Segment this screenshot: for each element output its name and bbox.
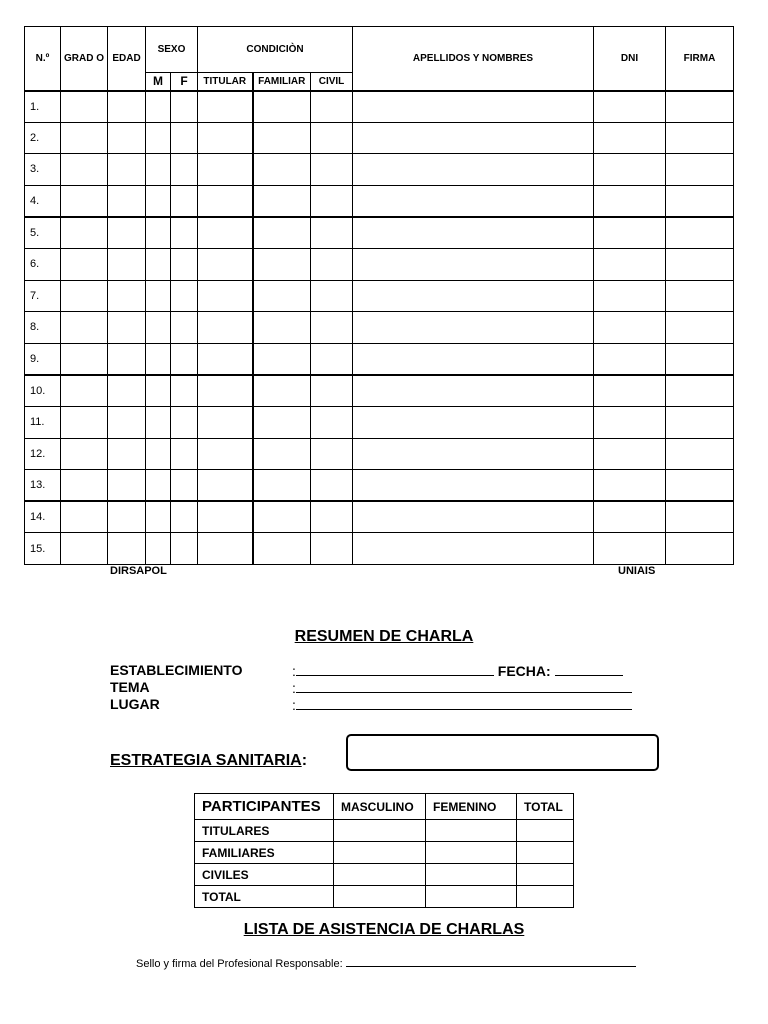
header-sexo-m: M <box>146 73 171 91</box>
participants-cell[interactable] <box>426 842 517 864</box>
cell-firma[interactable] <box>666 470 734 502</box>
cell-sexo-m[interactable] <box>146 438 171 470</box>
table-row <box>25 217 734 249</box>
cell-apellidos[interactable] <box>353 470 594 502</box>
cell-num: 4. <box>25 185 61 217</box>
header-civil: CIVIL <box>311 73 353 91</box>
cell-apellidos[interactable] <box>353 91 594 123</box>
table-row <box>25 248 734 280</box>
cell-edad[interactable] <box>108 438 146 470</box>
cell-civil[interactable] <box>311 248 353 280</box>
footer-uniais: UNIAIS <box>618 565 656 577</box>
cell-grado[interactable] <box>61 154 108 186</box>
participants-header-masculino: MASCULINO <box>334 794 426 820</box>
signature-label: Sello y firma del Profesional Responsable: <box>136 958 343 970</box>
cell-titular[interactable] <box>198 217 253 249</box>
cell-civil[interactable] <box>311 185 353 217</box>
cell-grado[interactable] <box>61 91 108 123</box>
cell-edad[interactable] <box>108 470 146 502</box>
cell-apellidos[interactable] <box>353 501 594 533</box>
attendance-table <box>24 26 734 565</box>
cell-firma[interactable] <box>666 280 734 312</box>
cell-sexo-m[interactable] <box>146 185 171 217</box>
table-row <box>25 501 734 533</box>
cell-familiar[interactable] <box>253 217 311 249</box>
establecimiento-label: ESTABLECIMIENTO <box>110 662 243 678</box>
cell-dni[interactable] <box>594 280 666 312</box>
cell-firma[interactable] <box>666 185 734 217</box>
cell-sexo-m[interactable] <box>146 122 171 154</box>
cell-edad[interactable] <box>108 91 146 123</box>
cell-grado[interactable] <box>61 533 108 565</box>
header-sexo-f: F <box>171 73 198 91</box>
table-row <box>25 185 734 217</box>
cell-sexo-f[interactable] <box>171 154 198 186</box>
cell-sexo-m[interactable] <box>146 375 171 407</box>
participants-row <box>195 886 574 908</box>
signature-line[interactable] <box>136 956 636 970</box>
participants-cell[interactable] <box>334 820 426 842</box>
cell-sexo-f[interactable] <box>171 312 198 344</box>
cell-apellidos[interactable] <box>353 185 594 217</box>
cell-civil[interactable] <box>311 91 353 123</box>
participants-row <box>195 864 574 886</box>
cell-civil[interactable] <box>311 217 353 249</box>
participants-row <box>195 820 574 842</box>
cell-dni[interactable] <box>594 438 666 470</box>
tema-line[interactable] <box>292 679 632 697</box>
cell-titular[interactable] <box>198 533 253 565</box>
cell-dni[interactable] <box>594 154 666 186</box>
cell-civil[interactable] <box>311 375 353 407</box>
cell-apellidos[interactable] <box>353 438 594 470</box>
participants-table <box>194 793 574 908</box>
table-row <box>25 375 734 407</box>
participants-row <box>195 842 574 864</box>
cell-firma[interactable] <box>666 312 734 344</box>
cell-titular[interactable] <box>198 122 253 154</box>
fecha-field[interactable] <box>555 662 623 676</box>
participants-row-label: TITULARES <box>195 820 334 842</box>
cell-num: 11. <box>25 406 61 438</box>
participants-header-row <box>195 794 574 820</box>
cell-edad[interactable] <box>108 280 146 312</box>
participants-header-femenino: FEMENINO <box>426 794 517 820</box>
cell-apellidos[interactable] <box>353 248 594 280</box>
cell-familiar[interactable] <box>253 122 311 154</box>
cell-edad[interactable] <box>108 154 146 186</box>
cell-firma[interactable] <box>666 501 734 533</box>
header-apellidos: APELLIDOS Y NOMBRES <box>353 27 594 91</box>
cell-dni[interactable] <box>594 248 666 280</box>
cell-apellidos[interactable] <box>353 375 594 407</box>
cell-edad[interactable] <box>108 375 146 407</box>
cell-firma[interactable] <box>666 343 734 375</box>
cell-sexo-m[interactable] <box>146 154 171 186</box>
cell-edad[interactable] <box>108 217 146 249</box>
participants-cell[interactable] <box>334 864 426 886</box>
cell-apellidos[interactable] <box>353 406 594 438</box>
cell-familiar[interactable] <box>253 343 311 375</box>
cell-firma[interactable] <box>666 91 734 123</box>
cell-num: 14. <box>25 501 61 533</box>
tema-colon: : <box>292 680 296 696</box>
table-row <box>25 312 734 344</box>
table-row <box>25 533 734 565</box>
cell-num: 8. <box>25 312 61 344</box>
cell-civil[interactable] <box>311 501 353 533</box>
header-titular: TITULAR <box>198 73 253 91</box>
cell-familiar[interactable] <box>253 406 311 438</box>
cell-grado[interactable] <box>61 438 108 470</box>
cell-titular[interactable] <box>198 343 253 375</box>
cell-grado[interactable] <box>61 501 108 533</box>
cell-edad[interactable] <box>108 185 146 217</box>
estrategia-box[interactable] <box>346 734 659 771</box>
cell-sexo-f[interactable] <box>171 438 198 470</box>
cell-num: 9. <box>25 343 61 375</box>
cell-familiar[interactable] <box>253 185 311 217</box>
cell-apellidos[interactable] <box>353 122 594 154</box>
participants-cell[interactable] <box>426 820 517 842</box>
tema-field[interactable] <box>296 679 632 693</box>
participants-cell[interactable] <box>334 842 426 864</box>
table-row <box>25 122 734 154</box>
cell-grado[interactable] <box>61 248 108 280</box>
cell-edad[interactable] <box>108 248 146 280</box>
cell-firma[interactable] <box>666 154 734 186</box>
cell-sexo-f[interactable] <box>171 533 198 565</box>
participants-cell[interactable] <box>426 864 517 886</box>
cell-firma[interactable] <box>666 438 734 470</box>
cell-titular[interactable] <box>198 406 253 438</box>
header-grado: GRAD O <box>61 27 108 91</box>
cell-edad[interactable] <box>108 122 146 154</box>
cell-civil[interactable] <box>311 533 353 565</box>
cell-sexo-m[interactable] <box>146 248 171 280</box>
cell-grado[interactable] <box>61 312 108 344</box>
cell-familiar[interactable] <box>253 154 311 186</box>
cell-apellidos[interactable] <box>353 217 594 249</box>
cell-dni[interactable] <box>594 312 666 344</box>
cell-sexo-m[interactable] <box>146 343 171 375</box>
cell-firma[interactable] <box>666 248 734 280</box>
cell-grado[interactable] <box>61 470 108 502</box>
cell-civil[interactable] <box>311 312 353 344</box>
cell-titular[interactable] <box>198 91 253 123</box>
cell-sexo-f[interactable] <box>171 343 198 375</box>
cell-apellidos[interactable] <box>353 154 594 186</box>
cell-titular[interactable] <box>198 312 253 344</box>
cell-grado[interactable] <box>61 280 108 312</box>
header-firma: FIRMA <box>666 27 734 91</box>
cell-familiar[interactable] <box>253 375 311 407</box>
cell-grado[interactable] <box>61 343 108 375</box>
table-row <box>25 280 734 312</box>
cell-sexo-m[interactable] <box>146 470 171 502</box>
participants-cell[interactable] <box>517 820 574 842</box>
cell-num: 10. <box>25 375 61 407</box>
cell-titular[interactable] <box>198 375 253 407</box>
cell-sexo-m[interactable] <box>146 406 171 438</box>
cell-num: 15. <box>25 533 61 565</box>
cell-sexo-m[interactable] <box>146 312 171 344</box>
cell-dni[interactable] <box>594 533 666 565</box>
cell-familiar[interactable] <box>253 501 311 533</box>
cell-familiar[interactable] <box>253 470 311 502</box>
cell-num: 7. <box>25 280 61 312</box>
cell-familiar[interactable] <box>253 312 311 344</box>
cell-familiar[interactable] <box>253 533 311 565</box>
participants-header-participantes: PARTICIPANTES <box>195 794 334 820</box>
estrategia-colon: : <box>301 752 308 769</box>
participants-cell[interactable] <box>517 864 574 886</box>
cell-civil[interactable] <box>311 470 353 502</box>
lugar-label: LUGAR <box>110 696 160 712</box>
cell-num: 5. <box>25 217 61 249</box>
cell-edad[interactable] <box>108 406 146 438</box>
cell-num: 3. <box>25 154 61 186</box>
cell-sexo-m[interactable] <box>146 280 171 312</box>
cell-grado[interactable] <box>61 406 108 438</box>
cell-titular[interactable] <box>198 185 253 217</box>
cell-civil[interactable] <box>311 154 353 186</box>
participants-cell[interactable] <box>426 886 517 908</box>
cell-num: 13. <box>25 470 61 502</box>
cell-familiar[interactable] <box>253 91 311 123</box>
cell-dni[interactable] <box>594 375 666 407</box>
cell-familiar[interactable] <box>253 248 311 280</box>
estrategia-label-wrap <box>110 752 307 770</box>
table-row <box>25 91 734 123</box>
participants-cell[interactable] <box>334 886 426 908</box>
cell-sexo-m[interactable] <box>146 501 171 533</box>
cell-titular[interactable] <box>198 501 253 533</box>
table-row <box>25 154 734 186</box>
cell-sexo-m[interactable] <box>146 217 171 249</box>
cell-titular[interactable] <box>198 438 253 470</box>
cell-firma[interactable] <box>666 375 734 407</box>
table-row <box>25 470 734 502</box>
cell-sexo-f[interactable] <box>171 470 198 502</box>
cell-familiar[interactable] <box>253 438 311 470</box>
establecimiento-colon: : <box>292 663 296 679</box>
cell-apellidos[interactable] <box>353 280 594 312</box>
lugar-field[interactable] <box>296 696 632 710</box>
cell-num: 1. <box>25 91 61 123</box>
cell-sexo-f[interactable] <box>171 91 198 123</box>
cell-grado[interactable] <box>61 122 108 154</box>
resumen-title: RESUMEN DE CHARLA <box>294 628 474 645</box>
cell-dni[interactable] <box>594 91 666 123</box>
cell-titular[interactable] <box>198 154 253 186</box>
cell-civil[interactable] <box>311 280 353 312</box>
participants-cell[interactable] <box>517 886 574 908</box>
cell-dni[interactable] <box>594 470 666 502</box>
cell-civil[interactable] <box>311 438 353 470</box>
cell-sexo-f[interactable] <box>171 501 198 533</box>
lugar-colon: : <box>292 697 296 713</box>
header-num: N.º <box>25 27 61 91</box>
footer-dirsapol: DIRSAPOL <box>110 565 167 577</box>
cell-dni[interactable] <box>594 406 666 438</box>
establecimiento-line[interactable] <box>292 662 623 680</box>
cell-sexo-f[interactable] <box>171 406 198 438</box>
establecimiento-field[interactable] <box>296 662 494 676</box>
cell-edad[interactable] <box>108 533 146 565</box>
header-edad: EDAD <box>108 27 146 91</box>
cell-sexo-f[interactable] <box>171 122 198 154</box>
header-sexo: SEXO <box>146 27 198 73</box>
cell-sexo-f[interactable] <box>171 185 198 217</box>
participants-row-label: FAMILIARES <box>195 842 334 864</box>
cell-grado[interactable] <box>61 217 108 249</box>
header-condicion: CONDICIÒN <box>198 27 353 73</box>
cell-titular[interactable] <box>198 280 253 312</box>
cell-edad[interactable] <box>108 501 146 533</box>
lugar-line[interactable] <box>292 696 632 714</box>
participants-cell[interactable] <box>517 842 574 864</box>
cell-civil[interactable] <box>311 406 353 438</box>
cell-firma[interactable] <box>666 533 734 565</box>
cell-sexo-f[interactable] <box>171 280 198 312</box>
cell-num: 6. <box>25 248 61 280</box>
cell-dni[interactable] <box>594 122 666 154</box>
estrategia-label: ESTRATEGIA SANITARIA <box>110 752 302 769</box>
cell-civil[interactable] <box>311 343 353 375</box>
tema-label: TEMA <box>110 679 150 695</box>
table-row <box>25 406 734 438</box>
cell-sexo-f[interactable] <box>171 217 198 249</box>
cell-dni[interactable] <box>594 185 666 217</box>
cell-edad[interactable] <box>108 312 146 344</box>
cell-titular[interactable] <box>198 470 253 502</box>
lista-title: LISTA DE ASISTENCIA DE CHARLAS <box>243 921 525 938</box>
participants-row-label: TOTAL <box>195 886 334 908</box>
cell-dni[interactable] <box>594 501 666 533</box>
cell-firma[interactable] <box>666 217 734 249</box>
cell-firma[interactable] <box>666 122 734 154</box>
fecha-label: FECHA: <box>497 663 551 679</box>
cell-dni[interactable] <box>594 343 666 375</box>
cell-sexo-m[interactable] <box>146 91 171 123</box>
cell-apellidos[interactable] <box>353 343 594 375</box>
participants-header-total: TOTAL <box>517 794 574 820</box>
cell-apellidos[interactable] <box>353 312 594 344</box>
cell-sexo-f[interactable] <box>171 248 198 280</box>
cell-grado[interactable] <box>61 375 108 407</box>
table-row <box>25 438 734 470</box>
signature-field[interactable] <box>346 956 636 967</box>
cell-dni[interactable] <box>594 217 666 249</box>
table-row <box>25 343 734 375</box>
cell-titular[interactable] <box>198 248 253 280</box>
cell-grado[interactable] <box>61 185 108 217</box>
header-dni: DNI <box>594 27 666 91</box>
cell-firma[interactable] <box>666 406 734 438</box>
cell-civil[interactable] <box>311 122 353 154</box>
cell-edad[interactable] <box>108 343 146 375</box>
cell-apellidos[interactable] <box>353 533 594 565</box>
cell-familiar[interactable] <box>253 280 311 312</box>
participants-row-label: CIVILES <box>195 864 334 886</box>
cell-sexo-m[interactable] <box>146 533 171 565</box>
cell-num: 2. <box>25 122 61 154</box>
cell-num: 12. <box>25 438 61 470</box>
cell-sexo-f[interactable] <box>171 375 198 407</box>
header-familiar: FAMILIAR <box>253 73 311 91</box>
